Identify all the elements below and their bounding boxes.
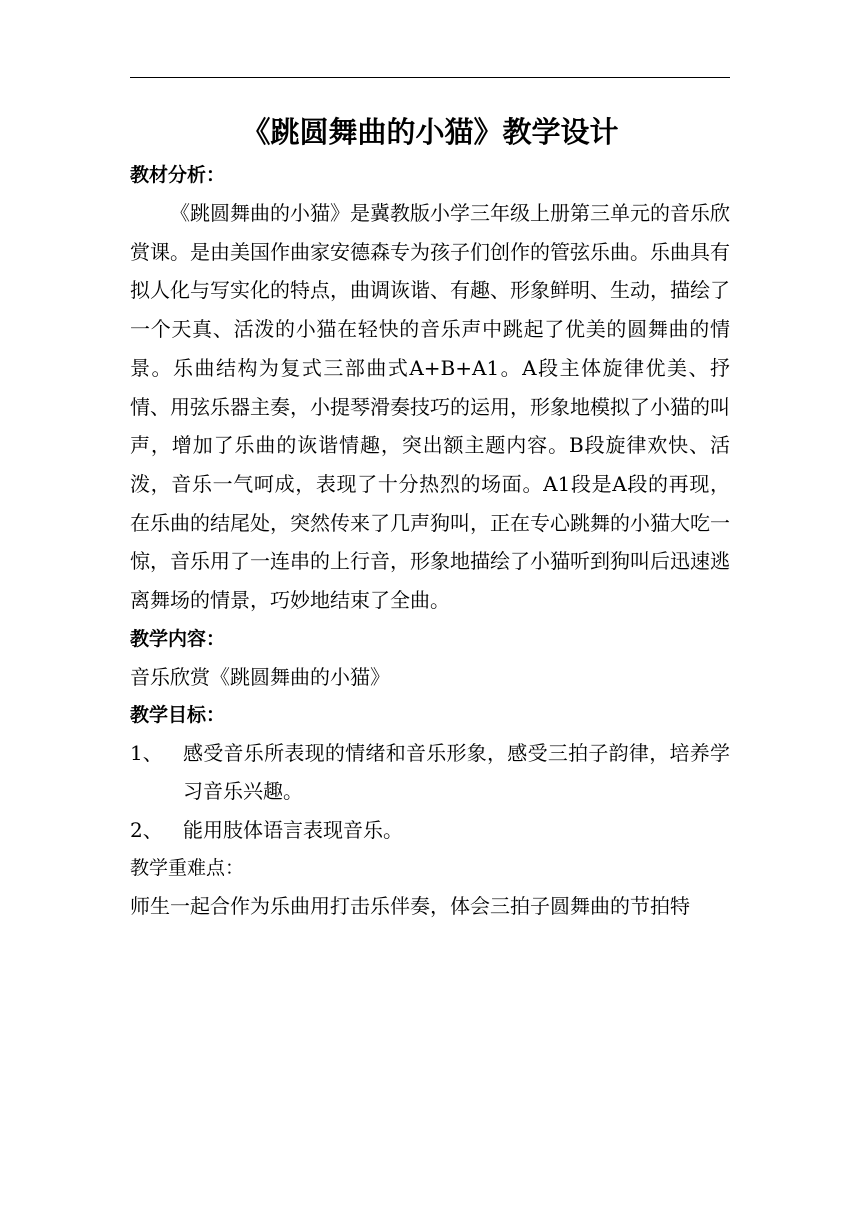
document-page (130, 108, 730, 925)
key-points-text: 师生一起合作为乐曲用打击乐伴奏，体会三拍子圆舞曲的节拍特 (130, 894, 690, 919)
goal-number: 2、 (130, 817, 163, 842)
document-title: 《跳圆舞曲的小猫》教学设计 (241, 115, 619, 149)
goals-heading: 教学目标： (130, 703, 226, 726)
goal-text: 感受音乐所表现的情绪和音乐形象，感受三拍子韵律，培养学习音乐兴趣。 (183, 740, 730, 804)
goal-text: 能用肢体语言表现音乐。 (183, 817, 403, 842)
goal-item (130, 811, 730, 850)
header-rule (130, 77, 730, 78)
content-text: 音乐欣赏《跳圆舞曲的小猫》 (130, 664, 390, 689)
key-points-heading: 教学重难点： (130, 857, 245, 880)
goal-number: 1、 (130, 740, 163, 765)
content-heading: 教学内容： (130, 627, 226, 650)
analysis-paragraph: 《跳圆舞曲的小猫》是冀教版小学三年级上册第三单元的音乐欣赏课。是由美国作曲家安德森专为孩子们创作的管弦乐曲。乐曲具有拟人化与写实化的特点，曲调诙谐、有趣、形象鲜明、生动，描绘了一个天真、活泼的小猫在轻快的音乐声中跳起了优美的圆舞曲的情景。乐曲结构为复式三部曲式A+B+A1。A段主体旋律优美、抒情、用弦乐器主奏，小提琴滑奏技巧的运用，形象地模拟了小猫的叫声，增加了乐曲的诙谐情趣，突出额主题内容。B段旋律欢快、活泼，音乐一气呵成，表现了十分热烈的场面。A1段是A段的再现，在乐曲的结尾处，突然传来了几声狗叫，正在专心跳舞的小猫大吃一惊，音乐用了一连串的上行音，形象地描绘了小猫听到狗叫后迅速逃离舞场的情景，巧妙地结束了全曲。 (130, 201, 730, 613)
goal-item (130, 734, 730, 811)
analysis-heading: 教材分析： (130, 164, 226, 186)
